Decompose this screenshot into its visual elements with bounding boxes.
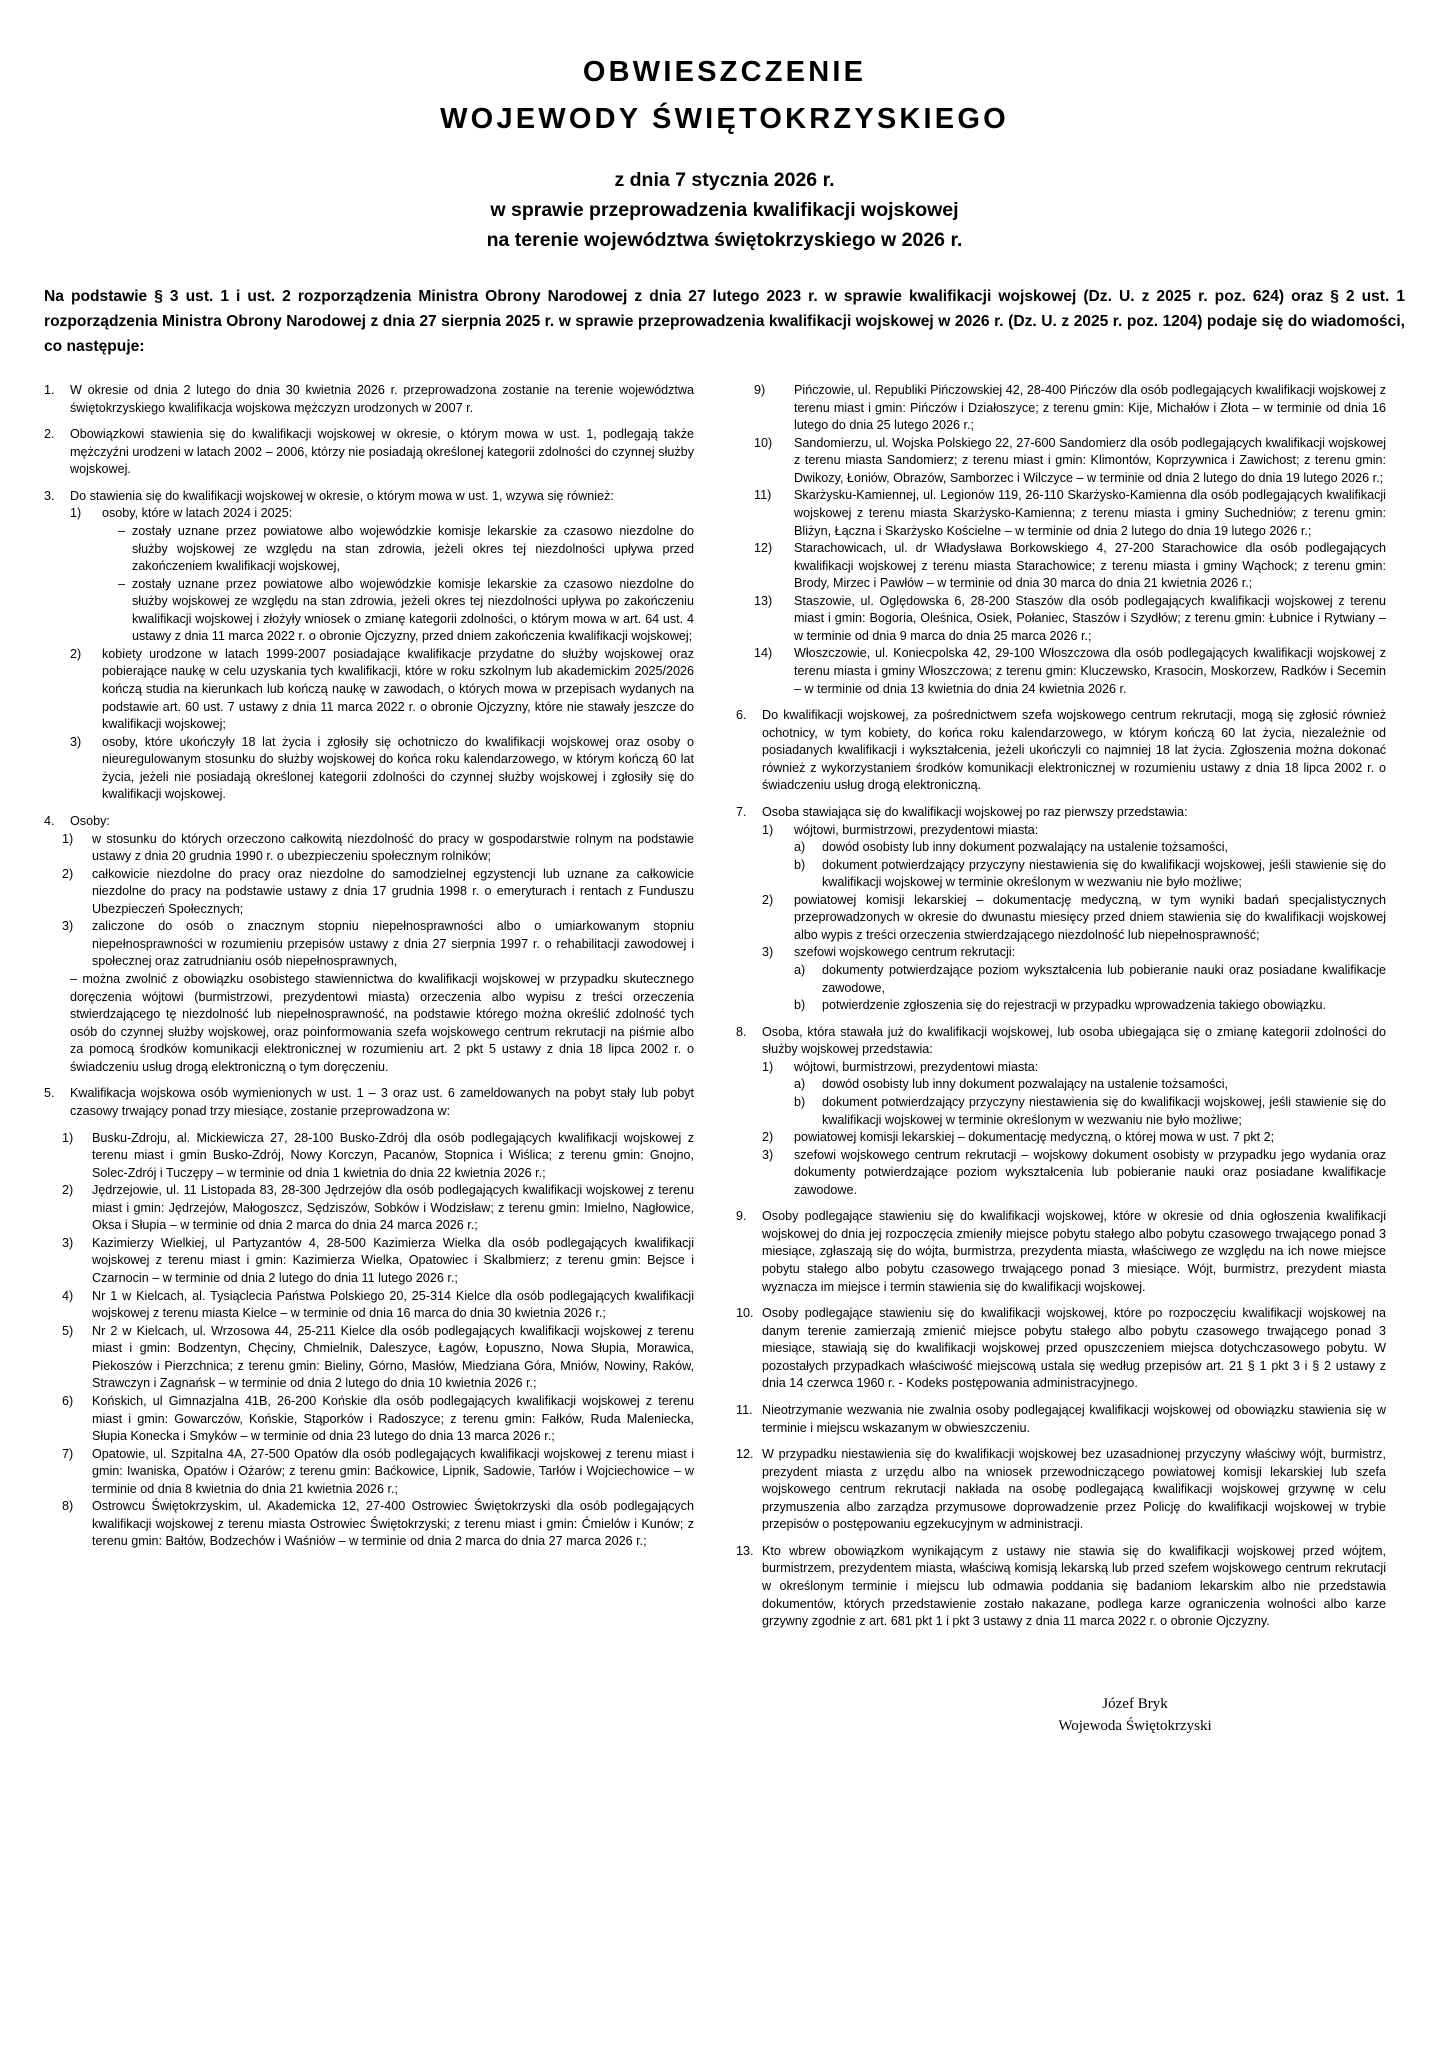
letter-marker: a) (794, 840, 806, 855)
clause-8-sub-2-text: powiatowej komisji lekarskiej – dokumentację medyczną, o której mowa w ust. 7 pkt 2; (794, 1130, 1275, 1145)
location-item (62, 1393, 694, 1446)
clause-11-text: Nieotrzymanie wezwania nie zwalnia osoby podlegającej kwalifikacji wojskowej od obowiązku stawienia się w terminie i miejscu wskazanym w obwieszczeniu. (762, 1402, 1386, 1435)
title-line-1: OBWIESZCZENIE (582, 56, 867, 88)
clause-7-sub-3-marker: 3) (762, 945, 774, 960)
location-marker: 6) (62, 1393, 74, 1408)
location-text: Nr 2 w Kielcach, ul. Wrzosowa 44, 25-211 Kielce dla osób podlegających kwalifikacji wojskowej z terenu miast i gmin: Bodzentyn, Chęciny, Chmielnik, Daleszyce, Łagów, Łopuszno, Nowa Słupia, Morawica, Piekoszów i Pierzchnica; z terenu gmin: Bieliny, Górno, Masłów, Miedziana Góra, Mniów, Nowiny, Raków, Strawczyn i Zagnańsk – w terminie od dnia 2 lutego do dnia 10 kwietnia 2026 r.; (92, 1323, 694, 1391)
legal-basis-paragraph: Na podstawie § 3 ust. 1 i ust. 2 rozporządzenia Ministra Obrony Narodowej z dnia 27 lutego 2023 r. w sprawie kwalifikacji wojskowej (Dz. U. z 2025 r. poz. 624) oraz § 2 ust. 1 rozporządzenia Ministra Obrony Narodowej z dnia 27 sierpnia 2025 r. w sprawie przeprowadzenia kwalifikacji wojskowej w 2026 r. (Dz. U. z 2025 r. poz. 1204) podaje się do wiadomości, co następuje: (44, 288, 1405, 356)
clause-1-marker: 1. (44, 383, 55, 398)
clause-2-marker: 2. (44, 427, 55, 442)
clause-3-marker: 3. (44, 488, 55, 503)
clause-8-sub-1-a-text: dowód osobisty lub inny dokument pozwalający na ustalenie tożsamości, (822, 1077, 1229, 1092)
location-text: Sandomierzu, ul. Wojska Polskiego 22, 27-600 Sandomierz dla osób podlegających kwalifikacji wojskowej z terenu miasta Sandomierz; z terenu miast i gmin: Klimontów, Koprzywnica i Zawichost; z terenu gmin: Dwikozy, Łoniów, Obrazów, Samborzec i Wilczyce – w terminie od dnia 2 lutego do dnia 19 lutego 2026 r.; (794, 435, 1386, 485)
signatory-name: Józef Bryk (1102, 1695, 1168, 1712)
location-text: Skarżysku-Kamiennej, ul. Legionów 119, 26-110 Skarżysko-Kamienna dla osób podlegających kwalifikacji wojskowej z terenu miasta Skarżysko-Kamienna; z terenu miasta i gminy Suchedniów; z terenu gmin: Bliżyn, Łączna i Skarżysko Kościelne – w terminie od dnia 2 lutego do dnia 19 lutego 2026 r.; (794, 488, 1386, 538)
clause-9 (736, 1208, 1386, 1296)
signature-block (920, 1693, 1350, 1737)
clause-7-sub-1-text: wójtowi, burmistrzowi, prezydentowi miasta: (794, 822, 1039, 837)
location-marker: 11) (754, 488, 772, 503)
clause-4-closing-text: – można zwolnić z obowiązku osobistego stawiennictwa do kwalifikacji wojskowej w przypadku skutecznego doręczenia wójtowi (burmistrzowi, prezydentowi miasta) orzeczenia albo wypisu z treści orzeczenia stwierdzającego tę niezdolność lub niepełnosprawność, na podstawie którego można określić zdolność tych osób do czynnej służby wojskowej, oraz poinformowania szefa wojskowego centrum rekrutacji na piśmie albo za pomocą środków komunikacji elektronicznej w rozumieniu art. 2 pkt 5 ustawy z dnia 18 lipca 2002 r. o świadczeniu usług drogą elektroniczną o tym doręczeniu. (70, 972, 694, 1074)
clause-7-sub-3-b (794, 997, 1386, 1015)
clause-6-marker: 6. (736, 708, 747, 723)
clause-13-text: Kto wbrew obowiązkom wynikającym z ustawy nie stawia się do kwalifikacji wojskowej przed wójtem, burmistrzem, prezydentem miasta, właściwą komisją lekarską lub przed szefem wojskowego centrum rekrutacji w określonym terminie i miejscu lub odmawia poddania się badaniom lekarskim albo nie przedstawia dokumentów, których przedstawienie zostało nakazane, podlega karze ograniczenia wolności albo karze grzywny zgodnie z art. 681 pkt 1 i pkt 3 ustawy z dnia 11 marca 2022 r. o obronie Ojczyzny. (762, 1543, 1386, 1629)
clause-4-sub-1 (62, 831, 694, 866)
clause-7-marker: 7. (736, 804, 747, 819)
clause-3-sub-2 (70, 646, 694, 734)
location-item (62, 1182, 694, 1235)
location-text: Włoszczowie, ul. Koniecpolska 42, 29-100 Włoszczowa dla osób podlegających kwalifikacji wojskowej z terenu miasta i gminy Włoszczowa; z terenu gmin: Kluczewsko, Krasocin, Moskorzew, Radków i Secemin – w terminie od dnia 13 kwietnia do dnia 24 kwietnia 2026 r. (794, 646, 1386, 696)
clause-3-sub-3-text: osoby, które ukończyły 18 lat życia i zgłosiły się ochotniczo do kwalifikacji wojskowej oraz osoby o nieuregulowanym stosunku do służby wojskowej do końca roku kalendarzowego, w którym kończą 60 lat życia, jeżeli nie posiadają określonej kategorii zdolności do czynnej służby wojskowej i zgłosiły się do kwalifikacji wojskowej. (102, 734, 694, 802)
location-marker: 1) (62, 1130, 74, 1145)
signatory-role: Wojewoda Świętokrzyski (1058, 1717, 1212, 1734)
clause-7-sub-3-b-text: potwierdzenie zgłoszenia się do rejestracji w przypadku wprowadzenia takiego obowiązku. (822, 998, 1327, 1013)
clause-8-sub-1-a (794, 1076, 1386, 1094)
clause-7-sub-2-text: powiatowej komisji lekarskiej – dokumentację medyczną, w tym wyniki badań specjalistycznych przeprowadzonych w okresie do dwunastu miesięcy przed dniem stawienia się do kwalifikacji wojskowej albo wypis z treści orzeczenia stwierdzającego niezdolność lub niepełnosprawność; (794, 892, 1386, 942)
clause-8-sub-3-marker: 3) (762, 1147, 774, 1162)
location-item (62, 1498, 694, 1551)
clause-7-sub-1-a (794, 839, 1386, 857)
clause-8-sub-1 (762, 1059, 1386, 1077)
location-item (62, 1446, 694, 1499)
location-item (62, 1130, 694, 1183)
left-column (44, 382, 694, 1737)
clause-7-sub-2-marker: 2) (762, 892, 774, 907)
clause-7 (736, 804, 1386, 822)
clause-3 (44, 488, 694, 506)
location-text: Jędrzejowie, ul. 11 Listopada 83, 28-300 Jędrzejów dla osób podlegających kwalifikacji wojskowej z terenu miast i gmin: Jędrzejów, Małogoszcz, Sędziszów, Sobków i Wodzisław; z terenu gmin: Imielno, Nagłowice, Oksa i Słupia – w terminie od dnia 2 marca do dnia 24 marca 2026 r.; (92, 1183, 694, 1233)
clause-12-text: W przypadku niestawienia się do kwalifikacji wojskowej bez uzasadnionej przyczyny właściwy wójt, burmistrz, prezydent miasta z urzędu albo na wniosek przewodniczącego powiatowej komisji lekarskiej lub szefa wojskowego centrum rekrutacji nakłada na osobę podlegającą kwalifikacji wojskowej grzywnę w celu przymuszenia albo zarządza przymusowe doprowadzenie przez Policję do kwalifikacji wojskowej w trybie przepisów o postępowaniu egzekucyjnym w administracji. (762, 1447, 1386, 1532)
location-item (62, 1235, 694, 1288)
location-text: Busku-Zdroju, al. Mickiewicza 27, 28-100 Busko-Zdrój dla osób podlegających kwalifikacji wojskowej z terenu miast i gmin Busko-Zdrój, Nowy Korczyn, Pacanów, Stopnica i Wiślica; z terenu gmin: Gnojno, Solec-Zdrój i Tuczępy – w terminie od dnia 1 kwietnia do dnia 22 kwietnia 2026 r.; (92, 1130, 694, 1180)
location-item (754, 593, 1386, 646)
clause-6-text: Do kwalifikacji wojskowej, za pośrednictwem szefa wojskowego centrum rekrutacji, mogą się zgłosić również ochotnicy, w tym kobiety, do końca roku kalendarzowego, w którym kończą 60 lat życia, niezależnie od posiadanych kwalifikacji i wykształcenia, jeżeli ukończyli co najmniej 18 lat życia. Zgłoszenia można dokonać również z wykorzystaniem środków komunikacji elektronicznej w rozumieniu ustawy z dnia 18 lipca 2002 r. o świadczeniu usług drogą elektroniczną. (762, 708, 1386, 793)
clause-7-text: Osoba stawiająca się do kwalifikacji wojskowej po raz pierwszy przedstawia: (762, 804, 1188, 819)
location-marker: 14) (754, 646, 773, 661)
location-marker: 8) (62, 1499, 74, 1514)
clause-12-marker: 12. (736, 1447, 754, 1462)
clause-10 (736, 1305, 1386, 1393)
clause-7-sub-1-marker: 1) (762, 822, 774, 837)
clause-11-marker: 11. (736, 1402, 753, 1417)
clause-4-sub-3-text: zaliczone do osób o znacznym stopniu niepełnosprawności albo o umiarkowanym stopniu niepełnosprawności w rozumieniu przepisów ustawy z dnia 27 sierpnia 1997 r. o rehabilitacji zawodowej i społecznej oraz zatrudnianiu osób niepełnosprawnych, (92, 919, 694, 969)
clause-8-sub-1-marker: 1) (762, 1059, 774, 1074)
letter-marker: b) (794, 857, 806, 872)
clause-12 (736, 1446, 1386, 1534)
location-item (754, 487, 1386, 540)
clause-6 (736, 707, 1386, 795)
clause-3-sub-1 (70, 505, 694, 523)
location-text: Pińczowie, ul. Republiki Pińczowskiej 42, 28-400 Pińczów dla osób podlegających kwalifikacji wojskowej z terenu miast i gmin: Pińczów i Działoszyce; z terenu gmin: Kije, Michałów i Złota – w terminie od dnia 16 lutego do dnia 25 lutego 2026 r.; (794, 383, 1386, 433)
clause-3-sub-1-marker: 1) (70, 506, 82, 521)
issue-date: z dnia 7 stycznia 2026 r. (614, 169, 835, 192)
clause-7-sub-1 (762, 822, 1386, 840)
location-item (754, 645, 1386, 698)
clause-7-sub-1-b (794, 857, 1386, 892)
location-marker: 4) (62, 1288, 74, 1303)
clause-4-sub-2-marker: 2) (62, 866, 74, 881)
clause-4-sub-3-marker: 3) (62, 919, 74, 934)
location-text: Ostrowcu Świętokrzyskim, ul. Akademicka 12, 27-400 Ostrowiec Świętokrzyski dla osób podlegających kwalifikacji wojskowej z terenu miasta Ostrowiec Świętokrzyski; z terenu miast i gmin: Ćmielów i Kunów; z terenu gmin: Bałtów, Bodzechów i Waśniów – w terminie od dnia 2 marca do dnia 27 marca 2026 r.; (92, 1499, 694, 1549)
clause-5 (44, 1085, 694, 1120)
letter-marker: a) (794, 963, 806, 978)
clause-3-sub-1-dash-1 (118, 523, 694, 576)
subject-line-1: w sprawie przeprowadzenia kwalifikacji wojskowej (490, 198, 959, 221)
clause-13 (736, 1543, 1386, 1631)
clause-8-marker: 8. (736, 1024, 747, 1039)
clause-5-marker: 5. (44, 1086, 55, 1101)
clause-3-sub-1-dash-1-text: zostały uznane przez powiatowe albo wojewódzkie komisje lekarskie za czasowo niezdolne do służby wojskowej ze względu na stan zdrowia, jeżeli okres tej niezdolności upływa przed zakończeniem kwalifikacji wojskowej, (132, 523, 694, 574)
clause-11 (736, 1402, 1386, 1437)
clause-8-sub-3-text: szefowi wojskowego centrum rekrutacji – wojskowy dokument osobisty w przypadku jego wydania oraz dokumenty potwierdzające poziom wykształcenia lub pobieranie nauki oraz posiadane kwalifikacje zawodowe. (794, 1147, 1386, 1197)
location-item (754, 435, 1386, 488)
location-text: Staszowie, ul. Oględowska 6, 28-200 Staszów dla osób podlegających kwalifikacji wojskowej z terenu miast i gmin: Bogoria, Oleśnica, Osiek, Połaniec, Staszów i Szydłów; z terenu gmin: Łubnice i Rytwiany – w terminie od dnia 9 marca do dnia 25 marca 2026 r.; (794, 593, 1386, 643)
location-marker: 7) (62, 1446, 74, 1461)
location-marker: 9) (754, 383, 766, 398)
clause-8-sub-2 (762, 1129, 1386, 1147)
clause-3-sub-3-marker: 3) (70, 734, 82, 749)
clause-7-sub-1-a-text: dowód osobisty lub inny dokument pozwalający na ustalenie tożsamości, (822, 840, 1229, 855)
clause-5-text: Kwalifikacja wojskowa osób wymienionych w ust. 1 – 3 oraz ust. 6 zameldowanych na pobyt stały lub pobyt czasowy trwający ponad trzy miesiące, zostanie przeprowadzona w: (70, 1086, 694, 1118)
location-item (62, 1288, 694, 1323)
location-marker: 2) (62, 1183, 74, 1198)
clause-13-marker: 13. (736, 1543, 754, 1558)
location-item (754, 540, 1386, 593)
clause-8-sub-3 (762, 1147, 1386, 1200)
clause-3-sub-3 (70, 734, 694, 804)
letter-marker: b) (794, 998, 806, 1013)
clause-3-sub-2-text: kobiety urodzone w latach 1999-2007 posiadające kwalifikacje przydatne do służby wojskowej oraz pobierające naukę w celu uzyskania tych kwalifikacji, które w roku szkolnym lub akademickim 2025/2026 kończą studia na kierunkach lub kończą naukę w zawodach, o których mowa w przepisach wydanych na podstawie art. 60 ust. 7 ustawy z dnia 11 marca 2022 r. o obronie Ojczyzny, które nie stawały jeszcze do kwalifikacji wojskowej; (102, 646, 694, 732)
location-text: Opatowie, ul. Szpitalna 4A, 27-500 Opatów dla osób podlegających kwalifikacji wojskowej z terenu miast i gmin: Iwaniska, Opatów i Ożarów; z terenu gmin: Baćkowice, Lipnik, Sadowie, Tarłów i Wojciechowice – w terminie od dnia 8 kwietnia do dnia 21 kwietnia 2026 r.; (92, 1446, 694, 1496)
clause-4-text: Osoby: (70, 813, 110, 828)
location-marker: 13) (754, 593, 773, 608)
clause-7-sub-3-a-text: dokumenty potwierdzające poziom wykształcenia lub pobieranie nauki oraz posiadane kwalifikacje zawodowe, (822, 963, 1386, 995)
clause-9-text: Osoby podlegające stawieniu się do kwalifikacji wojskowej, które w okresie od dnia ogłoszenia kwalifikacji wojskowej do dnia jej rozpoczęcia zmieniły miejsce pobytu stałego albo pobytu czasowego trwającego ponad 3 miesiące, zgłaszają się do wójta, burmistrza, prezydenta miasta, właściwego ze względu na ich nowe miejsce pobytu stałego albo pobytu czasowego trwającego ponad 3 miesiące. Wójt, burmistrz, prezydent miasta wyznacza im miejsce i termin stawienia się do kwalifikacji wojskowej. (762, 1209, 1386, 1294)
clause-4 (44, 813, 694, 831)
title-line-2: WOJEWODY ŚWIĘTOKRZYSKIEGO (440, 103, 1009, 136)
clause-3-sub-1-dash-2 (118, 576, 694, 646)
clause-4-sub-3 (62, 918, 694, 971)
dash-marker: – (118, 576, 126, 591)
clause-7-sub-2 (762, 892, 1386, 945)
right-column (736, 382, 1386, 1737)
clause-2-text: Obowiązkowi stawienia się do kwalifikacji wojskowej w okresie, o którym mowa w ust. 1, podlegają także mężczyźni urodzeni w latach 2002 – 2006, którzy nie posiadają określonej kategorii zdolności do czynnej służby wojskowej. (70, 427, 694, 477)
location-text: Końskich, ul Gimnazjalna 41B, 26-200 Końskie dla osób podlegających kwalifikacji wojskowej z terenu miast i gmin: Gowarczów, Końskie, Stąporków i Radoszyce; z terenu gmin: Fałków, Ruda Maleniecka, Słupia Konecka i Smyków – w terminie od dnia 23 lutego do dnia 13 marca 2026 r.; (92, 1393, 694, 1444)
clause-3-text: Do stawienia się do kwalifikacji wojskowej w okresie, o którym mowa w ust. 1, wzywa się również: (70, 488, 614, 503)
clause-8-sub-1-text: wójtowi, burmistrzowi, prezydentowi miasta: (794, 1059, 1039, 1074)
clause-4-sub-1-marker: 1) (62, 831, 74, 846)
clause-7-sub-3-a (794, 962, 1386, 997)
clause-9-marker: 9. (736, 1209, 747, 1224)
clause-2 (44, 426, 694, 479)
clause-3-sub-1-dash-2-text: zostały uznane przez powiatowe albo wojewódzkie komisje lekarskie za czasowo niezdolne do służby wojskowej ze względu na stan zdrowia, jeżeli okres tej niezdolności upływa po zakończeniu kwalifikacji wojskowej i złożyły wniosek o zmianę kategorii zdolności, o którym mowa w art. 64 ust. 4 ustawy z dnia 11 marca 2022 r. o obronie Ojczyzny, przed dniem zakończenia kwalifikacji wojskowej; (132, 576, 694, 644)
clause-1-text: W okresie od dnia 2 lutego do dnia 30 kwietnia 2026 r. przeprowadzona zostanie na terenie województwa świętokrzyskiego kwalifikacja wojskowa mężczyzn urodzonych w 2007 r. (70, 383, 694, 415)
location-marker: 3) (62, 1235, 74, 1250)
letter-marker: a) (794, 1077, 806, 1092)
body-columns (44, 382, 1405, 1737)
clause-7-sub-3-text: szefowi wojskowego centrum rekrutacji: (794, 945, 1016, 960)
clause-8-sub-2-marker: 2) (762, 1130, 774, 1145)
clause-10-text: Osoby podlegające stawieniu się do kwalifikacji wojskowej, które po rozpoczęciu kwalifikacji wojskowej na danym terenie zamierzają zmienić miejsce pobytu stałego albo pobytu czasowego trwającego ponad 3 miesiące, stawiają się do kwalifikacji wojskowej przed opuszczeniem miejsca dotychczasowego pobytu. W pozostałych przypadkach właściwość miejscową ustala się według przepisów art. 21 § 1 pkt 3 i § 2 ustawy z dnia 14 czerwca 1960 r. - Kodeks postępowania administracyjnego. (762, 1306, 1386, 1391)
clause-3-sub-1-text: osoby, które w latach 2024 i 2025: (102, 506, 293, 521)
clause-4-sub-2 (62, 866, 694, 919)
clause-4-sub-2-text: całkowicie niezdolne do pracy oraz niezdolne do samodzielnej egzystencji lub uznane za całkowicie niezdolne do pracy na podstawie ustawy z dnia 17 grudnia 1998 r. o emeryturach i rentach z Funduszu Ubezpieczeń Społecznych; (92, 866, 694, 916)
location-text: Starachowicach, ul. dr Władysława Borkowskiego 4, 27-200 Starachowice dla osób podlegających kwalifikacji wojskowej z terenu miasta Starachowice; z terenu miasta i gminy Wąchock; z terenu gmin: Brody, Mirzec i Pawłów – w terminie od dnia 30 marca do dnia 21 kwietnia 2026 r.; (794, 541, 1386, 591)
location-text: Kazimierzy Wielkiej, ul Partyzantów 4, 28-500 Kazimierza Wielka dla osób podlegających kwalifikacji wojskowej z terenu miast i gmin: Kazimierza Wielka, Opatowiec i Skalbmierz; z terenu gmin: Bejsce i Czarnocin – w terminie od dnia 2 lutego do dnia 11 lutego 2026 r.; (92, 1235, 694, 1286)
clause-8-text: Osoba, która stawała już do kwalifikacji wojskowej, lub osoba ubiegająca się o zmianę kategorii zdolności do służby wojskowej przedstawia: (762, 1024, 1386, 1057)
clause-10-marker: 10. (736, 1306, 754, 1321)
location-marker: 5) (62, 1323, 74, 1338)
clause-8-sub-1-b-text: dokument potwierdzający przyczyny niestawienia się do kwalifikacji wojskowej, jeśli stawienie się do kwalifikacji wojskowej w terminie określonym w wezwaniu nie było możliwe; (822, 1094, 1386, 1127)
location-item (754, 382, 1386, 435)
page-title (44, 52, 1405, 140)
dash-marker: – (118, 523, 126, 538)
location-marker: 12) (754, 541, 773, 556)
letter-marker: b) (794, 1094, 806, 1109)
subject-line-2: na terenie województwa świętokrzyskiego w 2026 r. (486, 228, 963, 251)
clause-4-sub-1-text: w stosunku do których orzeczono całkowitą niezdolność do pracy w gospodarstwie rolnym na podstawie ustawy z dnia 20 grudnia 1990 r. o ubezpieczeniu społecznym rolników; (92, 831, 694, 864)
clause-3-sub-2-marker: 2) (70, 646, 82, 661)
clause-7-sub-1-b-text: dokument potwierdzający przyczyny niestawienia się do kwalifikacji wojskowej, jeśli stawienie się do kwalifikacji wojskowej w terminie określonym w wezwaniu nie było możliwe; (822, 857, 1386, 890)
location-item (62, 1323, 694, 1393)
clause-8 (736, 1024, 1386, 1059)
clause-8-sub-1-b (794, 1094, 1386, 1129)
location-marker: 10) (754, 435, 773, 450)
clause-1 (44, 382, 694, 417)
clause-7-sub-3 (762, 944, 1386, 962)
document-subtitle (44, 166, 1405, 255)
clause-4-marker: 4. (44, 813, 55, 828)
location-text: Nr 1 w Kielcach, al. Tysiąclecia Państwa Polskiego 20, 25-314 Kielce dla osób podlegających kwalifikacji wojskowej z terenu miasta Kielce – w terminie od dnia 16 marca do dnia 30 kwietnia 2026 r.; (92, 1288, 694, 1321)
